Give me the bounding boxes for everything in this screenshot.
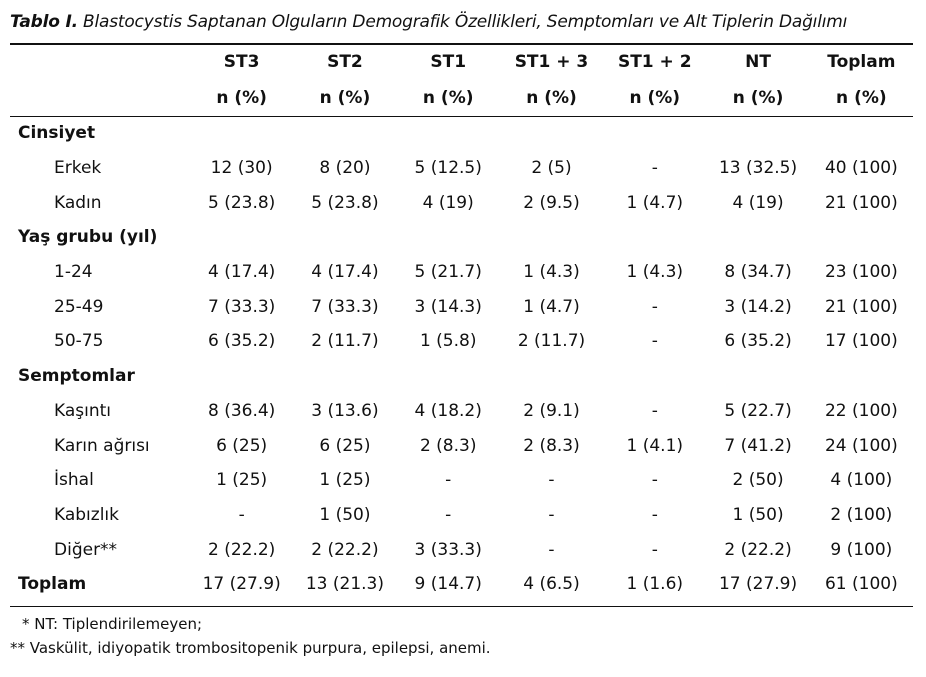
total-value-cell: 17 (27.9) — [202, 574, 281, 595]
value-cell: 4 (18.2) — [414, 400, 482, 421]
row-label: Diğer** — [54, 539, 118, 560]
table-row — [10, 289, 913, 324]
value-cell: 5 (12.5) — [414, 158, 482, 179]
header-bottom-rule — [10, 116, 913, 117]
subheader-cell: n (%) — [836, 88, 887, 108]
value-cell: - — [548, 539, 555, 560]
table-body — [10, 116, 913, 602]
total-value-cell: 61 (100) — [824, 574, 898, 595]
value-cell: 2 (50) — [732, 470, 784, 491]
value-cell: - — [445, 470, 452, 491]
value-cell: 1 (4.7) — [626, 192, 684, 213]
total-value-cell: 13 (21.3) — [305, 574, 384, 595]
value-cell: - — [651, 331, 658, 352]
value-cell: 2 (9.1) — [523, 400, 580, 421]
row-label: 25-49 — [54, 296, 104, 317]
value-cell: 8 (20) — [319, 158, 371, 179]
value-cell: - — [548, 470, 555, 491]
row-label: 1-24 — [54, 262, 93, 283]
value-cell: 4 (19) — [732, 192, 784, 213]
value-cell: - — [651, 539, 658, 560]
value-cell: 2 (8.3) — [419, 435, 477, 456]
subheader-cell: n (%) — [732, 88, 784, 108]
value-cell: 1 (50) — [732, 504, 784, 525]
value-cell: 2 (100) — [830, 504, 893, 525]
column-header-st3: ST3 — [223, 52, 260, 72]
row-label: Kadın — [54, 192, 102, 213]
demographics-table — [10, 44, 913, 602]
group-header-row — [10, 220, 913, 255]
value-cell: 1 (4.7) — [523, 296, 580, 317]
value-cell: - — [238, 504, 245, 525]
value-cell: 1 (25) — [319, 470, 371, 491]
value-cell: 2 (11.7) — [517, 331, 586, 352]
value-cell: 2 (22.2) — [311, 539, 379, 560]
column-header-st1: ST1 — [430, 52, 467, 72]
value-cell: 8 (34.7) — [724, 262, 792, 283]
table-row — [10, 463, 913, 498]
value-cell: 1 (50) — [319, 504, 371, 525]
value-cell: 3 (13.6) — [311, 400, 379, 421]
value-cell: - — [651, 470, 658, 491]
header-top-rule — [10, 44, 913, 45]
value-cell: 8 (36.4) — [207, 400, 276, 421]
value-cell: 1 (25) — [216, 470, 268, 491]
group-label: Yaş grubu (yıl) — [18, 227, 158, 248]
table-row — [10, 151, 913, 186]
column-header-st2: ST2 — [327, 52, 363, 72]
value-cell: 3 (14.2) — [724, 296, 792, 317]
column-header-st1-2: ST1 + 2 — [617, 52, 692, 72]
value-cell: - — [651, 504, 658, 525]
value-cell: 9 (100) — [830, 539, 893, 560]
group-label: Semptomlar — [18, 366, 135, 387]
column-header-nt: NT — [745, 52, 771, 72]
value-cell: 6 (35.2) — [207, 331, 276, 352]
value-cell: 21 (100) — [824, 296, 898, 317]
table-row — [10, 185, 913, 220]
value-cell: 13 (32.5) — [718, 158, 798, 179]
group-header-row — [10, 359, 913, 394]
value-cell: 5 (23.8) — [207, 192, 276, 213]
value-cell: 22 (100) — [824, 400, 898, 421]
value-cell: 17 (100) — [824, 331, 898, 352]
value-cell: 1 (4.3) — [523, 262, 580, 283]
empty-header-cell — [10, 44, 190, 80]
value-cell: 4 (17.4) — [207, 262, 276, 283]
value-cell: 2 (8.3) — [523, 435, 580, 456]
subheader-cell: n (%) — [526, 88, 577, 108]
group-label: Cinsiyet — [18, 123, 96, 144]
value-cell: 2 (22.2) — [724, 539, 792, 560]
value-cell: 23 (100) — [824, 262, 898, 283]
value-cell: 21 (100) — [824, 192, 898, 213]
total-value-cell: 17 (27.9) — [718, 574, 798, 595]
value-cell: - — [548, 504, 555, 525]
subheader-row — [10, 80, 913, 116]
value-cell: 40 (100) — [824, 158, 898, 179]
value-cell: 7 (41.2) — [724, 435, 792, 456]
row-label: Kaşıntı — [54, 400, 112, 421]
empty-subheader-cell — [10, 80, 190, 116]
table-row — [10, 532, 913, 567]
value-cell: - — [445, 504, 452, 525]
row-label: Kabızlık — [54, 504, 119, 525]
value-cell: 6 (25) — [319, 435, 371, 456]
value-cell: 5 (23.8) — [311, 192, 379, 213]
value-cell: 5 (21.7) — [414, 262, 482, 283]
subheader-cell: n (%) — [319, 88, 371, 108]
table-row — [10, 255, 913, 290]
bottom-rule — [10, 606, 913, 607]
row-label: Erkek — [54, 158, 102, 179]
value-cell: - — [651, 296, 658, 317]
table-row — [10, 324, 913, 359]
table-row — [10, 428, 913, 463]
column-header-toplam: Toplam — [827, 52, 896, 72]
value-cell: 4 (100) — [830, 470, 893, 491]
subheader-cell: n (%) — [422, 88, 474, 108]
table-title-text: Blastocystis Saptanan Olguların Demografik Özellikleri, Semptomları ve Alt Tiplerin Dağılımı — [77, 12, 848, 32]
footnote-other: ** Vaskülit, idiyopatik trombositopenik purpura, epilepsi, anemi. — [10, 639, 491, 657]
table-row — [10, 394, 913, 429]
table-row — [10, 498, 913, 533]
value-cell: 2 (22.2) — [207, 539, 276, 560]
value-cell: 2 (11.7) — [311, 331, 379, 352]
footnote-nt: * NT: Tiplendirilemeyen; — [22, 615, 203, 633]
value-cell: 3 (33.3) — [414, 539, 482, 560]
column-header-row — [10, 44, 913, 80]
footnotes — [10, 612, 491, 660]
value-cell: 2 (5) — [531, 158, 572, 179]
total-label: Toplam — [18, 574, 87, 595]
row-label: İshal — [54, 470, 94, 491]
value-cell: - — [651, 400, 658, 421]
value-cell: 1 (4.1) — [626, 435, 684, 456]
row-label: 50-75 — [54, 331, 104, 352]
value-cell: - — [651, 158, 658, 179]
total-value-cell: 4 (6.5) — [523, 574, 580, 595]
value-cell: 7 (33.3) — [207, 296, 276, 317]
table-title-bold: Tablo I. — [10, 12, 78, 32]
total-value-cell: 1 (1.6) — [626, 574, 684, 595]
value-cell: 24 (100) — [824, 435, 898, 456]
value-cell: 1 (5.8) — [419, 331, 477, 352]
value-cell: 4 (19) — [422, 192, 474, 213]
row-label: Karın ağrısı — [54, 435, 150, 456]
column-header-st1-3: ST1 + 3 — [514, 52, 589, 72]
value-cell: 6 (25) — [216, 435, 268, 456]
value-cell: 6 (35.2) — [724, 331, 792, 352]
subheader-cell: n (%) — [216, 88, 267, 108]
group-header-row — [10, 116, 913, 151]
value-cell: 3 (14.3) — [414, 296, 482, 317]
value-cell: 4 (17.4) — [311, 262, 379, 283]
value-cell: 12 (30) — [210, 158, 273, 179]
table-title — [10, 12, 916, 32]
total-value-cell: 9 (14.7) — [414, 574, 482, 595]
total-row — [10, 567, 913, 602]
value-cell: 1 (4.3) — [626, 262, 684, 283]
subheader-cell: n (%) — [629, 88, 681, 108]
value-cell: 7 (33.3) — [311, 296, 379, 317]
value-cell: 5 (22.7) — [724, 400, 792, 421]
value-cell: 2 (9.5) — [523, 192, 580, 213]
